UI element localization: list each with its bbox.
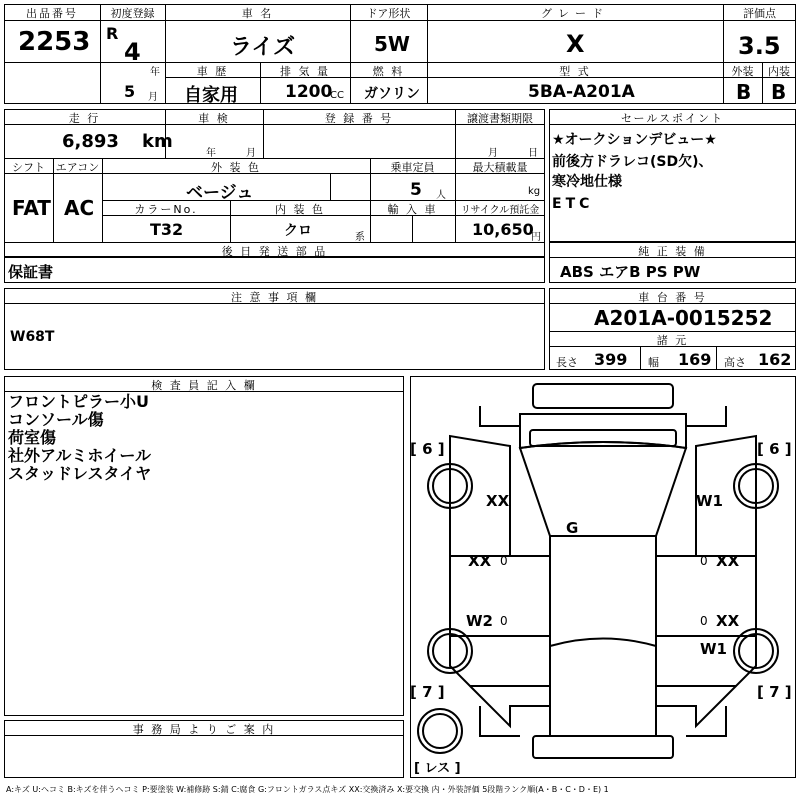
length-label: 長さ: [556, 356, 578, 369]
label-interior: 内装: [768, 65, 790, 78]
label-car-name: 車 名: [241, 7, 274, 20]
roof: [550, 536, 656, 736]
rear-right: [686, 706, 726, 736]
label-ext-color: 外 装 色: [211, 161, 261, 174]
label-sales-point: セールスポイント: [620, 112, 724, 125]
label-inspection: 車 検: [198, 112, 230, 125]
windshield: [520, 442, 686, 536]
shift: FAT: [12, 196, 51, 220]
reg-year: 4: [124, 38, 141, 66]
lot-no: 2253: [18, 27, 91, 57]
mileage: 6,893: [62, 131, 119, 152]
label-capacity: 乗車定員: [390, 161, 435, 174]
height-label: 高さ: [724, 356, 746, 369]
rule: [640, 346, 641, 370]
score: 3.5: [738, 32, 781, 60]
displacement-unit: CC: [330, 90, 344, 101]
reg-month: 5: [124, 82, 136, 101]
width: 169: [678, 350, 712, 369]
door-type: 5W: [374, 32, 410, 56]
label-mileage: 走 行: [68, 112, 101, 125]
notes: W68T: [10, 329, 55, 345]
inspector-note: 荷室傷: [8, 428, 57, 447]
tire-rl: [ 7 ]: [410, 683, 445, 701]
mark-front-left: XX: [486, 492, 510, 510]
label-inspector: 検 査 員 記 入 欄: [151, 379, 257, 392]
aircon: AC: [64, 196, 95, 220]
interior-grade: B: [771, 80, 787, 104]
front-bumper: [533, 384, 673, 408]
transfer-month-unit: 月: [488, 148, 498, 159]
rear-left: [480, 706, 520, 736]
int-color-unit: 系: [355, 232, 365, 243]
sales-point-line: ★オークションデビュー★: [552, 132, 717, 148]
label-model: 型 式: [559, 65, 591, 78]
grade: X: [566, 30, 585, 58]
label-color-no: カラーNo.: [134, 203, 198, 216]
label-shift: シフト: [12, 161, 45, 174]
car-name: ライズ: [230, 35, 296, 60]
label-exterior: 外装: [731, 65, 754, 78]
label-genuine-equipment: 純 正 装 備: [638, 245, 707, 258]
spare-tire: [ レス ]: [414, 761, 461, 776]
right-quarter: [656, 686, 736, 726]
sales-point-line: 前後方ドラレコ(SD欠)、: [552, 154, 713, 170]
label-transfer-doc: 譲渡書類期限: [467, 112, 533, 125]
height: 162: [758, 350, 792, 369]
reg-year-unit: 年: [150, 67, 160, 78]
inspector-note: 社外アルミホイール: [8, 446, 152, 465]
inspector-note: スタッドレスタイヤ: [8, 464, 152, 483]
label-dims: 諸 元: [656, 334, 689, 347]
mark-zero: 0: [500, 614, 508, 628]
int-color: クロ: [284, 223, 312, 239]
label-history: 車 歴: [196, 65, 229, 78]
roof-rib: [550, 639, 656, 647]
capacity: 5: [410, 180, 422, 200]
tire-fr: [ 6 ]: [757, 440, 792, 458]
label-office: 事 務 局 よ り ご 案 内: [132, 723, 276, 736]
capacity-unit: 人: [436, 190, 446, 201]
label-max-load: 最大積載量: [472, 161, 528, 174]
later-parts-box: [4, 257, 545, 283]
label-chassis-no: 車 台 番 号: [638, 291, 707, 304]
left-quarter: [470, 686, 550, 726]
mark-door-fr: XX: [716, 552, 740, 570]
inspector-note: フロントピラー小U: [8, 392, 149, 411]
reg-month-unit: 月: [148, 92, 158, 103]
mark-zero: 0: [700, 554, 708, 568]
exterior-grade: B: [736, 80, 752, 104]
label-int-color: 内 装 色: [275, 203, 325, 216]
sales-point-line: 寒冷地仕様: [552, 174, 622, 190]
rule: [412, 215, 413, 242]
sales-point-line: ETC: [552, 196, 594, 212]
length: 399: [594, 350, 628, 369]
rule: [4, 62, 100, 63]
label-first-reg: 初度登録: [110, 7, 155, 20]
tire-rr: [ 7 ]: [757, 683, 792, 701]
width-label: 幅: [648, 356, 659, 369]
displacement: 1200: [285, 82, 333, 102]
inspector-notes: [8, 393, 151, 483]
mark-door-rl: W2: [466, 612, 493, 630]
label-notes: 注 意 事 項 欄: [231, 291, 318, 304]
genuine-equipment: ABS エアB PS PW: [560, 263, 701, 281]
mark-door-fl: XX: [468, 552, 492, 570]
transfer-day-unit: 日: [528, 148, 538, 159]
label-grade: グレード: [541, 7, 609, 20]
mark-center: G: [566, 519, 579, 537]
mark-zero: 0: [700, 614, 708, 628]
label-later-parts: 後 日 発 送 部 品: [221, 245, 328, 258]
label-fuel: 燃 料: [372, 65, 405, 78]
inspection-year-unit: 年: [206, 148, 216, 159]
label-import: 輸 入 車: [387, 203, 438, 216]
max-load-unit: kg: [528, 186, 541, 197]
color-no: T32: [150, 220, 184, 239]
mark-door-rr: XX: [716, 612, 740, 630]
sales-points: [552, 128, 717, 216]
mark-front-right: W1: [696, 492, 723, 510]
label-aircon: エアコン: [55, 161, 100, 174]
ext-color: ベージュ: [186, 183, 254, 203]
chassis-no: A201A-0015252: [594, 306, 773, 330]
label-lot-no: 出品番号: [26, 7, 78, 20]
model-code: 5BA-A201A: [528, 82, 635, 102]
mark-zero: 0: [500, 554, 508, 568]
inspection-month-unit: 月: [246, 148, 256, 159]
spare-wheel: [418, 709, 462, 753]
recycle-fee: 10,650: [472, 220, 534, 239]
mileage-unit: km: [142, 131, 173, 152]
era: R: [106, 24, 119, 43]
rule: [330, 173, 331, 200]
mark-rear-right: W1: [700, 640, 727, 658]
label-score: 評価点: [743, 7, 776, 20]
recycle-unit: 円: [531, 232, 541, 243]
fuel: ガソリン: [364, 86, 420, 102]
label-reg-no: 登 録 番 号: [324, 112, 394, 125]
label-door: ドア形状: [366, 7, 411, 20]
later-parts: 保証書: [8, 263, 54, 281]
car-diagram: [410, 376, 796, 778]
rule: [716, 346, 717, 370]
rear-bumper: [533, 736, 673, 758]
label-displacement: 排 気 量: [280, 65, 330, 78]
history: 自家用: [184, 85, 238, 106]
tire-fl: [ 6 ]: [410, 440, 445, 458]
legend: A:キズ U:ヘコミ B:キズを伴うヘコミ P:要塗装 W:補修跡 S:錆 C:腐食 G:フロントガラス点キズ XX:交換済み X:要交換 内・外装評価 5段階ランク順(A・B・C・D・E) 1: [6, 785, 609, 794]
inspector-note: コンソール傷: [8, 410, 104, 429]
label-recycle: リサイクル預託金: [460, 205, 540, 216]
